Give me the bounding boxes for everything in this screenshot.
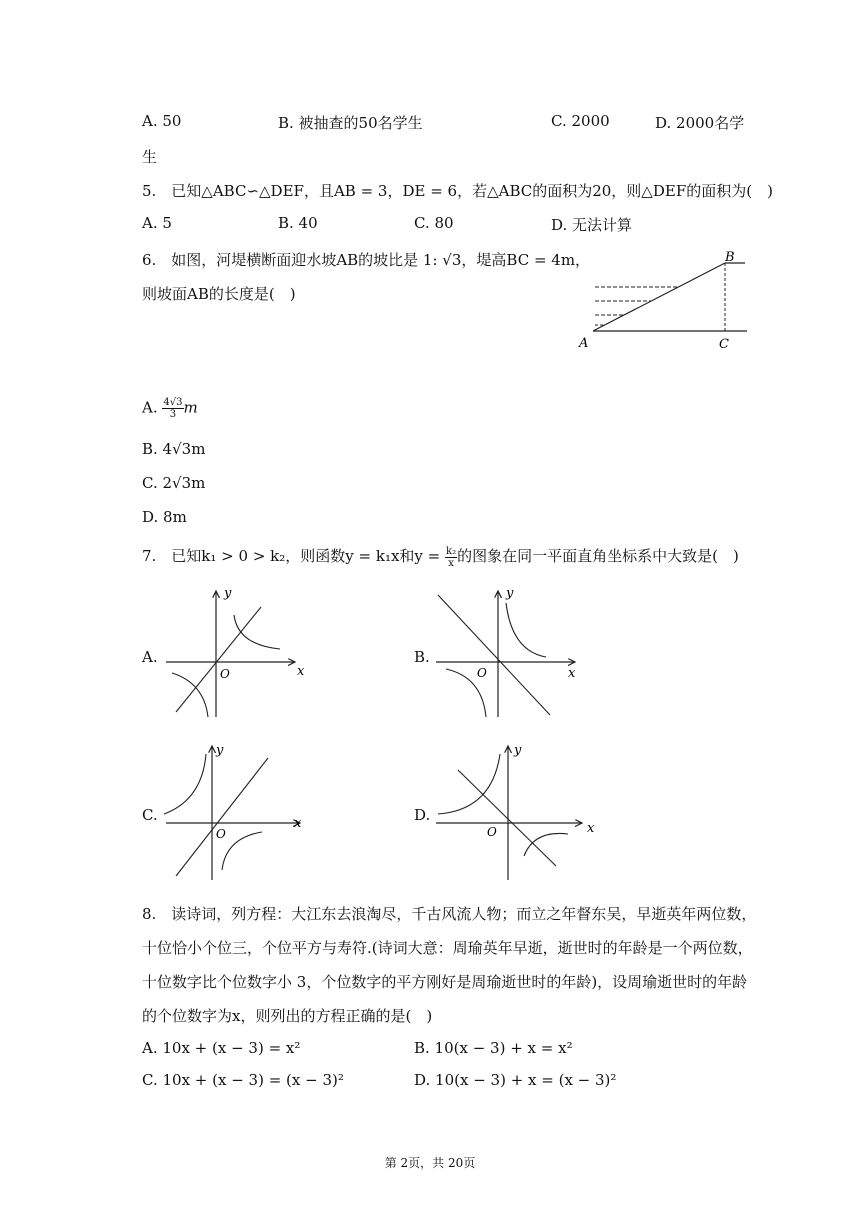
q8-option-a: A. 10x + (x − 3) = x² <box>142 1039 301 1057</box>
q7-option-c-label: C. <box>142 806 158 824</box>
svg-text:y: y <box>216 743 224 758</box>
svg-text:x: x <box>568 666 576 681</box>
q7-graph-d <box>432 742 595 882</box>
q5-option-b: B. 40 <box>278 214 318 232</box>
svg-text:O: O <box>487 825 497 839</box>
q6-option-a: A. $\frac{4√3}{3}$ m <box>142 397 198 420</box>
q7-graph-b <box>432 585 582 720</box>
q8-option-c: C. 10x + (x − 3) = (x − 3)² <box>142 1071 344 1089</box>
q4-option-d-continued: 生 <box>142 148 158 166</box>
q7-stem: 7. 已知k₁ > 0 > k₂，则函数y = k₁x和y = $\frac{\text{k₂}}{x}$ 的图象在同一平面直角坐标系中大致是( ) <box>142 545 739 569</box>
q7-option-b-label: B. <box>414 648 430 666</box>
point-b-label: B <box>725 250 735 265</box>
point-a-label: A <box>579 336 589 351</box>
q4-option-d: D. 2000名学 <box>655 114 745 132</box>
q8-stem-line1: 8. 读诗词，列方程：大江东去浪淘尽，千古风流人物；而立之年督东吴，早逝英年两位数， <box>142 905 757 923</box>
svg-text:y: y <box>224 586 232 601</box>
q6-option-d: D. 8m <box>142 508 187 526</box>
point-c-label: C <box>719 337 729 352</box>
q7-graph-c <box>162 742 312 882</box>
page-footer: 第 2页，共 20页 <box>384 1156 476 1170</box>
q4-option-b: B. 被抽查的50名学生 <box>278 114 423 132</box>
q8-stem-line3: 十位数字比个位数字小 3，个位数字的平方刚好是周瑜逝世时的年龄)，设周瑜逝世时的年龄 <box>142 973 748 991</box>
svg-text:x: x <box>587 821 595 836</box>
svg-text:y: y <box>514 743 522 758</box>
q6-option-b: B. 4√3m <box>142 440 206 458</box>
q6-stem-line1: 6. 如图，河堤横断面迎水坡AB的坡比是 1: √3，堤高BC = 4m， <box>142 251 591 269</box>
svg-text:x: x <box>297 664 305 679</box>
q8-stem-line4: 的个位数字为x，则列出的方程正确的是( ) <box>142 1007 433 1025</box>
q5-option-d: D. 无法计算 <box>551 216 633 234</box>
q7-option-d-label: D. <box>414 806 431 824</box>
q7-graph-a <box>162 585 312 720</box>
q6-stem-line2: 则坡面AB的长度是( ) <box>142 285 296 303</box>
svg-text:x: x <box>294 816 302 831</box>
q6-option-c: C. 2√3m <box>142 474 206 492</box>
q4-option-c: C. 2000 <box>551 112 610 130</box>
q6-embankment-figure <box>575 245 755 355</box>
q5-option-a: A. 5 <box>142 214 172 232</box>
q5-option-c: C. 80 <box>414 214 454 232</box>
q8-stem-line2: 十位恰小个位三，个位平方与寿符.(诗词大意：周瑜英年早逝，逝世时的年龄是一个两位数， <box>142 939 753 957</box>
q8-option-d: D. 10(x − 3) + x = (x − 3)² <box>414 1071 617 1089</box>
q8-option-b: B. 10(x − 3) + x = x² <box>414 1039 573 1057</box>
svg-text:O: O <box>477 666 487 680</box>
svg-text:y: y <box>506 586 514 601</box>
svg-text:O: O <box>220 667 230 681</box>
q4-option-a: A. 50 <box>142 112 182 130</box>
q7-option-a-label: A. <box>142 648 158 666</box>
svg-text:O: O <box>216 827 226 841</box>
q5-stem: 5. 已知△ABC∽△DEF，且AB = 3，DE = 6，若△ABC的面积为20，则△DEF的面积为( ) <box>142 182 773 200</box>
